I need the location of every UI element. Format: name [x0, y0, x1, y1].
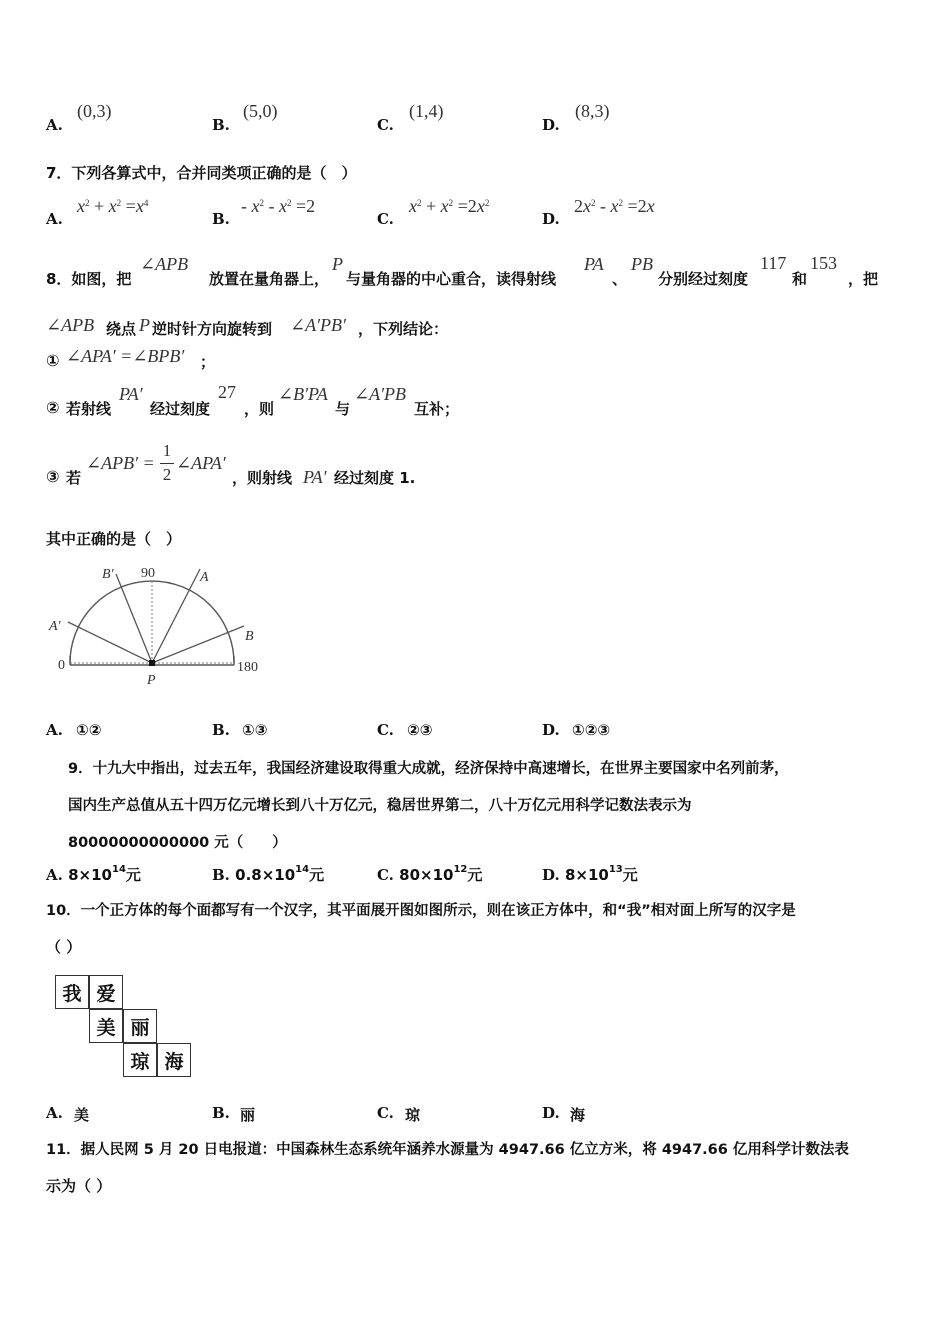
q8-option-c-letter: C.	[377, 721, 394, 739]
q10-option-b-value: 丽	[240, 1106, 256, 1124]
conclusion-2-angle1: ∠B′PA	[278, 384, 328, 404]
q7-option-d-expr: $2x^2 - x^2 =2x$	[574, 196, 655, 216]
q8-question: 其中正确的是（ ）	[46, 530, 182, 548]
q7-option-c-letter: C.	[377, 210, 394, 228]
q8-line2-p: P	[139, 315, 150, 335]
cube-face-wo: 我	[55, 975, 89, 1009]
conclusion-3-angle2: ∠APA′	[176, 453, 226, 473]
q8-line1-sep: 、	[612, 270, 628, 288]
q8-option-a-letter: A.	[46, 721, 63, 739]
conclusion-3-ray: PA′	[303, 467, 327, 487]
label-90: 90	[141, 566, 155, 581]
q8-line2-text2: 逆时针方向旋转到	[152, 320, 273, 338]
q7-option-b-expr: - $x^2 - x^2 =2$	[241, 196, 316, 216]
q8-line2-text1: 绕点	[106, 320, 137, 338]
cube-face-qiong: 琼	[123, 1043, 157, 1077]
cube-face-hai: 海	[157, 1043, 191, 1077]
conclusion-3-angle1: ∠APB′ =	[86, 453, 155, 473]
q8-line1-prefix: 8．如图，把	[46, 270, 132, 288]
q9-line2: 国内生产总值从五十四万亿元增长到八十万亿元，稳居世界第二，八十万亿元用科学记数法表示为	[68, 798, 692, 814]
conclusion-2-text4: 与	[335, 400, 351, 418]
q7-option-b-letter: B.	[212, 210, 230, 228]
label-a: A	[200, 570, 209, 585]
q8-option-b-letter: B.	[212, 721, 230, 739]
q8-option-b-value: ①③	[242, 721, 268, 739]
q6-option-c-value: (1,4)	[409, 101, 444, 121]
q8-option-d-value: ①②③	[572, 721, 611, 739]
q10-option-b-letter: B.	[212, 1104, 230, 1122]
q7-stem: 7．下列各算式中，合并同类项正确的是（ ）	[46, 164, 357, 182]
q9-option-c: C. $80\times 10^{12}$元	[377, 864, 483, 884]
q10-option-a-value: 美	[74, 1106, 90, 1124]
fraction-bar	[160, 463, 174, 464]
q8-line1-text1: 放置在量角器上，	[209, 270, 330, 288]
conclusion-2-text5: 互补；	[414, 400, 460, 418]
conclusion-2-num: ②	[46, 398, 60, 417]
label-180: 180	[237, 660, 258, 675]
fraction-denominator: 2	[162, 465, 172, 484]
conclusion-2-angle2: ∠A′PB	[354, 384, 407, 404]
q7-option-a-expr: $x^2 + x^2 =x^4$	[77, 196, 149, 216]
q9-line3: 80000000000000 元（ ）	[68, 835, 287, 851]
q8-line1-text3: 分别经过刻度	[658, 270, 749, 288]
q8-line1-and: 和	[792, 270, 808, 288]
conclusion-3-text3: 经过刻度 1.	[334, 469, 416, 487]
q8-line1-text4: ，把	[848, 270, 879, 288]
q8-line2-angle2: ∠A′PB′	[290, 315, 346, 335]
q10-option-c-letter: C.	[377, 1104, 394, 1122]
q8-line2-text3: ，下列结论：	[358, 320, 449, 338]
conclusion-3-text1: 若	[66, 469, 82, 487]
cube-face-ai: 爱	[89, 975, 123, 1009]
q10-option-d-letter: D.	[542, 1104, 560, 1122]
q11-line1: 11．据人民网 5 月 20 日电报道：中国森林生态系统年涵养水源量为 4947.66 亿立方米，将 4947.66 亿用科学计数法表	[46, 1142, 849, 1158]
q10-option-d-value: 海	[570, 1106, 586, 1124]
conclusion-1-expr: ∠APA′ =∠BPB′	[66, 346, 185, 366]
q8-ray-pb: PB	[631, 254, 653, 274]
q9-option-d: D. $8\times 10^{13}$元	[542, 864, 638, 884]
cube-face-mei: 美	[89, 1009, 123, 1043]
conclusion-2-text2: 经过刻度	[150, 400, 211, 418]
q6-option-b-letter: B.	[212, 116, 230, 134]
conclusion-1-end: ；	[200, 353, 216, 371]
q8-line2-angle: ∠APB	[46, 315, 95, 335]
q8-angle-apb: ∠APB	[140, 254, 189, 274]
conclusion-3-text2: ，则射线	[232, 469, 293, 487]
label-p: P	[147, 673, 156, 688]
conclusion-2-text3: ，则	[244, 400, 275, 418]
conclusion-1-num: ①	[46, 351, 60, 370]
q8-value-153: 153	[810, 253, 837, 273]
q11-line2: 示为（ ）	[46, 1177, 112, 1195]
protractor-svg	[40, 560, 280, 690]
q9-option-b: B. $0.8\times 10^{14}$元	[212, 864, 325, 884]
q9-option-a: A. $8\times 10^{14}$元	[46, 864, 141, 884]
q6-option-d-letter: D.	[542, 116, 560, 134]
q6-option-c-letter: C.	[377, 116, 394, 134]
conclusion-2-ray: PA′	[119, 384, 143, 404]
fraction-numerator: 1	[162, 441, 172, 460]
conclusion-2-value: 27	[218, 382, 236, 402]
q6-option-b-value: (5,0)	[243, 101, 278, 121]
q9-line1: 9．十九大中指出，过去五年，我国经济建设取得重大成就，经济保持中高速增长，在世界主要国家中名列前茅，	[68, 761, 789, 777]
q10-line1: 10．一个正方体的每个面都写有一个汉字，其平面展开图如图所示，则在该正方体中，和“我”相对面上所写的汉字是	[46, 903, 796, 919]
label-b-prime: B′	[102, 567, 114, 582]
q7-option-d-letter: D.	[542, 210, 560, 228]
q8-option-c-value: ②③	[407, 721, 433, 739]
q6-option-a-value: (0,3)	[77, 101, 112, 121]
q6-option-a-letter: A.	[46, 116, 63, 134]
protractor-diagram	[40, 560, 280, 690]
q6-option-d-value: (8,3)	[575, 101, 610, 121]
q8-option-a-value: ①②	[76, 721, 102, 739]
q10-option-a-letter: A.	[46, 1104, 63, 1122]
q10-option-c-value: 琼	[405, 1106, 421, 1124]
q7-option-c-expr: $x^2 + x^2 =2x^2$	[409, 196, 490, 216]
q8-value-117: 117	[760, 253, 787, 273]
q8-ray-pa: PA	[584, 254, 604, 274]
q8-point-p: P	[332, 254, 343, 274]
q8-option-d-letter: D.	[542, 721, 560, 739]
label-a-prime: A′	[49, 619, 61, 634]
q10-line2: （ ）	[46, 938, 82, 956]
q8-line1-text2: 与量角器的中心重合，读得射线	[346, 270, 557, 288]
label-b: B	[245, 629, 254, 644]
q7-option-a-letter: A.	[46, 210, 63, 228]
conclusion-2-text1: 若射线	[66, 400, 112, 418]
conclusion-3-num: ③	[46, 467, 60, 486]
label-0: 0	[58, 658, 65, 673]
cube-face-li: 丽	[123, 1009, 157, 1043]
